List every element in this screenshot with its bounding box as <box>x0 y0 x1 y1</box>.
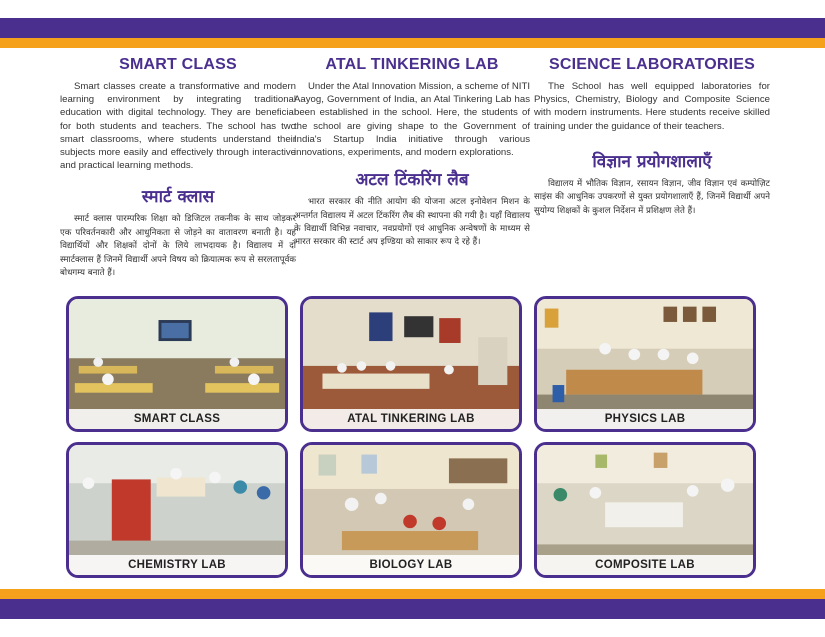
atal-lab-section <box>294 56 530 250</box>
smart-class-photo <box>66 296 288 432</box>
atal-lab-body: Under the Atal Innovation Mission, a scheme of NITI Aayog, Government of India, an Atal Tinkering Lab has been established in the school. Here, the students of the school are giving shape to the Government of India's Startup India initiative through various innovations, experiments, and modern explorations. <box>294 81 530 159</box>
smart-class-title: SMART CLASS <box>119 56 237 73</box>
atal-lab-title: ATAL TINKERING LAB <box>325 56 499 73</box>
chemistry-lab-photo <box>66 442 288 578</box>
science-labs-body: The School has well equipped laboratories for Physics, Chemistry, Biology and Composite Science with modern instruments. Here students receive skilled training under the guidance of their teachers. <box>534 81 770 132</box>
atal-lab-body-hindi: भारत सरकार की नीति आयोग की योजना अटल इनोवेशन मिशन के अन्तर्गत विद्यालय में अटल टिंकरिंग लैब की स्थापना की गयी है। यहाँ विद्यालय के विद्यार्थी विभिन्न नवाचार, नवप्रयोगों एवं आधुनिक अन्वेषणों के माध्यम से भारत सरकार की स्टार्ट अप इण्डिया को साकार रूप दे रहे हैं। <box>294 197 530 248</box>
top-orange-band <box>0 38 825 48</box>
atal-lab-photo <box>300 296 522 432</box>
science-labs-body-hindi: विद्यालय में भौतिक विज्ञान, रसायन विज्ञान, जीव विज्ञान एवं कम्पोज़िट साइंस की आधुनिक उपकरणों से युक्त प्रयोगशालाएँ हैं, जिनमें विद्यार्थी अपने सुयोग्य शिक्षकों के कुशल निर्देशन में प्रशिक्षण लेते हैं। <box>534 178 770 216</box>
science-labs-title: SCIENCE LABORATORIES <box>548 56 756 73</box>
physics-lab-caption: PHYSICS LAB <box>537 409 753 429</box>
bottom-orange-band <box>0 589 825 599</box>
atal-lab-caption: ATAL TINKERING LAB <box>303 409 519 429</box>
atal-lab-title-hindi: अटल टिंकरिंग लैब <box>355 170 469 191</box>
physics-lab-photo <box>534 296 756 432</box>
smart-class-caption: SMART CLASS <box>69 409 285 429</box>
composite-lab-photo <box>534 442 756 578</box>
biology-lab-photo <box>300 442 522 578</box>
science-labs-section <box>534 56 770 218</box>
bottom-purple-band <box>0 599 825 619</box>
smart-class-section <box>60 56 296 280</box>
composite-lab-caption: COMPOSITE LAB <box>537 555 753 575</box>
science-labs-title-hindi: विज्ञान प्रयोगशालाएँ <box>592 151 712 172</box>
smart-class-title-hindi: स्मार्ट क्लास <box>141 187 215 208</box>
top-purple-band <box>0 18 825 38</box>
smart-class-body: Smart classes create a transformative and modern learning environment by integrating traditional education with digital technology. They are beneficial for both students and teachers. The school has two smart classrooms, where students understand their subjects more easily and effectively through interactive and practical learning methods. <box>60 81 296 172</box>
chemistry-lab-caption: CHEMISTRY LAB <box>69 555 285 575</box>
smart-class-body-hindi: स्मार्ट क्लास पारम्परिक शिक्षा को डिजिटल तकनीक के साथ जोड़कर एक परिवर्तनकारी और आधुनिकता से जोड़ने का वातावरण बनाती है। यह विद्यार्थियों और शिक्षकों दोनों के लिये लाभदायक है। विद्यालय में दो स्मार्टक्लास हैं जिनमें विद्यार्थी अपने विषय को क्रियात्मक रूप से सरलतापूर्वक बोधगम्य बनाते हैं। <box>60 214 296 279</box>
biology-lab-caption: BIOLOGY LAB <box>303 555 519 575</box>
